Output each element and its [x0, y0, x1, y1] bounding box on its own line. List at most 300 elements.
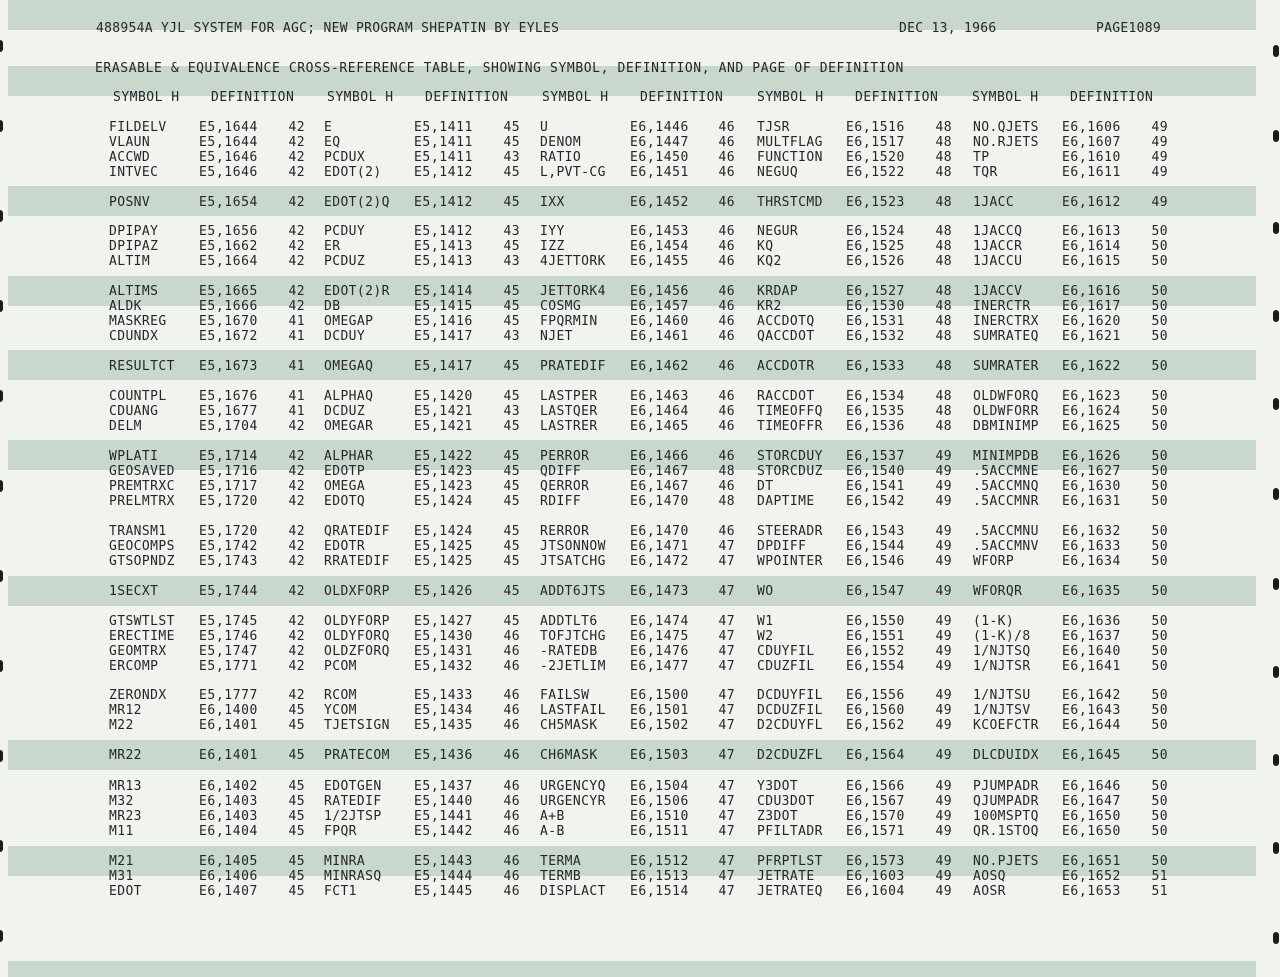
table-title: ERASABLE & EQUIVALENCE CROSS-REFERENCE TABLE, SHOWING SYMBOL, DEFINITION, AND PAGE OF DEFINITION [95, 61, 904, 76]
symbol-cell: QRATEDIF [324, 524, 390, 539]
page-cell: 45 [503, 359, 520, 374]
definition-cell: E6,1467 [630, 479, 689, 494]
page-cell: 46 [718, 284, 735, 299]
page-cell: 43 [503, 150, 520, 165]
definition-cell: E6,1471 [630, 539, 689, 554]
definition-cell: E5,1416 [414, 314, 473, 329]
symbol-cell: LASTRER [540, 419, 598, 434]
symbol-cell: EDOT(2)Q [324, 195, 390, 210]
sprocket-hole [1273, 310, 1279, 322]
page-cell: 47 [718, 794, 735, 809]
definition-cell: E5,1421 [414, 404, 473, 419]
definition-cell: E5,1441 [414, 809, 473, 824]
definition-cell: E6,1543 [846, 524, 905, 539]
symbol-cell: NO.RJETS [973, 135, 1039, 150]
symbol-cell: QDIFF [540, 464, 582, 479]
page-cell: 46 [718, 524, 735, 539]
symbol-cell: .5ACCMNV [973, 539, 1039, 554]
page-cell: 47 [718, 779, 735, 794]
symbol-cell: ALDK [109, 299, 142, 314]
symbol-cell: 1/NJTSV [973, 703, 1031, 718]
page-cell: 49 [935, 659, 952, 674]
page-cell: 50 [1151, 404, 1168, 419]
page-cell: 47 [718, 854, 735, 869]
definition-cell: E6,1514 [630, 884, 689, 899]
symbol-cell: STEERADR [757, 524, 823, 539]
symbol-cell: FPQR [324, 824, 357, 839]
symbol-cell: .5ACCMNE [973, 464, 1039, 479]
page-cell: 43 [503, 224, 520, 239]
symbol-cell: -2JETLIM [540, 659, 606, 674]
page-cell: 50 [1151, 854, 1168, 869]
page-cell: 47 [718, 824, 735, 839]
definition-cell: E6,1525 [846, 239, 905, 254]
sprocket-hole [1273, 842, 1279, 854]
table-row [0, 809, 1200, 824]
definition-cell: E5,1433 [414, 688, 473, 703]
sprocket-hole [1273, 932, 1279, 944]
job-title: 488954A YJL SYSTEM FOR AGC; NEW PROGRAM SHEPATIN BY EYLES [96, 21, 560, 36]
symbol-cell: ERCOMP [109, 659, 159, 674]
symbol-cell: JETRATEQ [757, 884, 823, 899]
page-cell: 46 [718, 224, 735, 239]
definition-cell: E6,1647 [1062, 794, 1121, 809]
symbol-cell: LASTFAIL [540, 703, 606, 718]
page-cell: 49 [935, 494, 952, 509]
definition-cell: E6,1617 [1062, 299, 1121, 314]
definition-cell: E6,1622 [1062, 359, 1121, 374]
sprocket-hole [0, 840, 3, 852]
page-cell: 50 [1151, 688, 1168, 703]
page-cell: 42 [288, 224, 305, 239]
definition-cell: E6,1550 [846, 614, 905, 629]
symbol-cell: IZZ [540, 239, 565, 254]
sprocket-hole [0, 570, 3, 582]
symbol-cell: CH6MASK [540, 748, 598, 763]
symbol-cell: GTSWTLST [109, 614, 175, 629]
sprocket-hole [1273, 130, 1279, 142]
definition-cell: E6,1546 [846, 554, 905, 569]
table-row [0, 314, 1200, 329]
symbol-cell: NJET [540, 329, 573, 344]
page-cell: 46 [503, 779, 520, 794]
definition-cell: E6,1403 [199, 794, 258, 809]
page-cell: 46 [503, 824, 520, 839]
symbol-cell: ALPHAQ [324, 389, 374, 404]
symbol-cell: OMEGAP [324, 314, 374, 329]
definition-cell: E6,1615 [1062, 254, 1121, 269]
symbol-cell: RCOM [324, 688, 357, 703]
symbol-cell: QJUMPADR [973, 794, 1039, 809]
definition-cell: E6,1461 [630, 329, 689, 344]
symbol-cell: Y3DOT [757, 779, 799, 794]
page-cell: 50 [1151, 494, 1168, 509]
symbol-cell: JETRATE [757, 869, 815, 884]
definition-cell: E5,1747 [199, 644, 258, 659]
definition-cell: E6,1476 [630, 644, 689, 659]
column-header-symbol: SYMBOL H [113, 90, 180, 105]
definition-cell: E6,1614 [1062, 239, 1121, 254]
definition-cell: E6,1631 [1062, 494, 1121, 509]
symbol-cell: PRATECOM [324, 748, 390, 763]
symbol-cell: CDUYFIL [757, 644, 815, 659]
symbol-cell: POSNV [109, 195, 151, 210]
page-cell: 50 [1151, 299, 1168, 314]
page-cell: 42 [288, 688, 305, 703]
definition-cell: E5,1665 [199, 284, 258, 299]
symbol-cell: ACCDOTQ [757, 314, 815, 329]
page-cell: 42 [288, 614, 305, 629]
definition-cell: E6,1573 [846, 854, 905, 869]
symbol-cell: JTSONNOW [540, 539, 606, 554]
definition-cell: E6,1634 [1062, 554, 1121, 569]
table-row [0, 554, 1200, 569]
symbol-cell: KQ [757, 239, 774, 254]
definition-cell: E5,1742 [199, 539, 258, 554]
definition-cell: E6,1470 [630, 524, 689, 539]
page-cell: 45 [503, 314, 520, 329]
definition-cell: E5,1743 [199, 554, 258, 569]
symbol-cell: PRATEDIF [540, 359, 606, 374]
definition-cell: E6,1464 [630, 404, 689, 419]
table-row [0, 884, 1200, 899]
definition-cell: E6,1470 [630, 494, 689, 509]
definition-cell: E6,1516 [846, 120, 905, 135]
table-row [0, 688, 1200, 703]
page-cell: 46 [503, 659, 520, 674]
symbol-cell: TIMEOFFQ [757, 404, 823, 419]
page-cell: 43 [503, 329, 520, 344]
definition-cell: E6,1447 [630, 135, 689, 150]
definition-cell: E6,1641 [1062, 659, 1121, 674]
symbol-cell: WFORP [973, 554, 1015, 569]
symbol-cell: ADDTLT6 [540, 614, 598, 629]
symbol-cell: 1JACCR [973, 239, 1023, 254]
table-row [0, 254, 1200, 269]
page-cell: 49 [935, 584, 952, 599]
table-row [0, 748, 1200, 763]
page-cell: 46 [718, 135, 735, 150]
table-row [0, 329, 1200, 344]
page-cell: 46 [503, 703, 520, 718]
symbol-cell: 1JACCV [973, 284, 1023, 299]
table-row [0, 854, 1200, 869]
symbol-cell: E [324, 120, 333, 135]
page-cell: 49 [1151, 150, 1168, 165]
symbol-cell: DAPTIME [757, 494, 815, 509]
page-cell: 49 [935, 688, 952, 703]
table-row [0, 165, 1200, 180]
definition-cell: E6,1452 [630, 195, 689, 210]
definition-cell: E5,1425 [414, 554, 473, 569]
page-cell: 48 [935, 239, 952, 254]
page-cell: 49 [935, 854, 952, 869]
definition-cell: E6,1501 [630, 703, 689, 718]
page-cell: 41 [288, 329, 305, 344]
symbol-cell: 1JACCQ [973, 224, 1023, 239]
page-cell: 48 [718, 464, 735, 479]
definition-cell: E5,1437 [414, 779, 473, 794]
definition-cell: E6,1607 [1062, 135, 1121, 150]
table-row [0, 299, 1200, 314]
symbol-cell: 100MSPTQ [973, 809, 1039, 824]
definition-cell: E5,1423 [414, 479, 473, 494]
definition-cell: E6,1556 [846, 688, 905, 703]
symbol-cell: M22 [109, 718, 134, 733]
table-row [0, 824, 1200, 839]
definition-cell: E6,1475 [630, 629, 689, 644]
definition-cell: E6,1474 [630, 614, 689, 629]
page-cell: 48 [935, 419, 952, 434]
symbol-cell: TJETSIGN [324, 718, 390, 733]
symbol-cell: OLDYFORP [324, 614, 390, 629]
page-cell: 42 [288, 554, 305, 569]
page-cell: 49 [935, 539, 952, 554]
page-cell: 50 [1151, 794, 1168, 809]
definition-cell: E5,1670 [199, 314, 258, 329]
definition-cell: E5,1411 [414, 120, 473, 135]
page-cell: 46 [503, 629, 520, 644]
definition-cell: E6,1644 [1062, 718, 1121, 733]
definition-cell: E6,1456 [630, 284, 689, 299]
definition-cell: E6,1510 [630, 809, 689, 824]
symbol-cell: CH5MASK [540, 718, 598, 733]
definition-cell: E6,1633 [1062, 539, 1121, 554]
symbol-cell: OLDWFORR [973, 404, 1039, 419]
symbol-cell: NO.PJETS [973, 854, 1039, 869]
definition-cell: E6,1401 [199, 718, 258, 733]
definition-cell: E6,1477 [630, 659, 689, 674]
page-cell: 48 [935, 299, 952, 314]
page-cell: 42 [288, 195, 305, 210]
sprocket-hole [0, 210, 3, 222]
definition-cell: E5,1443 [414, 854, 473, 869]
page-cell: 49 [935, 449, 952, 464]
definition-cell: E6,1532 [846, 329, 905, 344]
page-cell: 48 [935, 150, 952, 165]
definition-cell: E5,1415 [414, 299, 473, 314]
page-cell: 42 [288, 284, 305, 299]
definition-cell: E6,1551 [846, 629, 905, 644]
definition-cell: E5,1424 [414, 494, 473, 509]
page-cell: 49 [935, 869, 952, 884]
symbol-cell: 4JETTORK [540, 254, 606, 269]
page-cell: 50 [1151, 824, 1168, 839]
page-cell: 49 [1151, 195, 1168, 210]
page-cell: 45 [503, 464, 520, 479]
page-cell: 46 [503, 748, 520, 763]
definition-cell: E6,1570 [846, 809, 905, 824]
definition-cell: E6,1404 [199, 824, 258, 839]
symbol-cell: EDOT(2)R [324, 284, 390, 299]
page-cell: 48 [935, 195, 952, 210]
page-cell: 42 [288, 135, 305, 150]
definition-cell: E6,1400 [199, 703, 258, 718]
symbol-cell: MINRA [324, 854, 366, 869]
page-cell: 45 [503, 584, 520, 599]
symbol-cell: JTSATCHG [540, 554, 606, 569]
symbol-cell: W2 [757, 629, 774, 644]
page-cell: 45 [503, 554, 520, 569]
definition-cell: E6,1465 [630, 419, 689, 434]
symbol-cell: 1SECXT [109, 584, 159, 599]
page-cell: 42 [288, 150, 305, 165]
definition-cell: E5,1444 [414, 869, 473, 884]
symbol-cell: MASKREG [109, 314, 167, 329]
symbol-cell: FUNCTION [757, 150, 823, 165]
page-cell: 42 [288, 494, 305, 509]
page-cell: 48 [935, 404, 952, 419]
definition-cell: E6,1405 [199, 854, 258, 869]
symbol-cell: DCDUYFIL [757, 688, 823, 703]
definition-cell: E6,1540 [846, 464, 905, 479]
page-cell: 49 [935, 554, 952, 569]
page-cell: 46 [718, 195, 735, 210]
symbol-cell: DCDUZ [324, 404, 366, 419]
symbol-cell: (1-K)/8 [973, 629, 1031, 644]
definition-cell: E5,1746 [199, 629, 258, 644]
page-cell: 47 [718, 869, 735, 884]
page-cell: 45 [503, 135, 520, 150]
page-cell: 45 [288, 809, 305, 824]
page-cell: 47 [718, 554, 735, 569]
symbol-cell: CDUNDX [109, 329, 159, 344]
page-cell: 45 [288, 869, 305, 884]
symbol-cell: PRELMTRX [109, 494, 175, 509]
symbol-cell: FILDELV [109, 120, 167, 135]
page-cell: 47 [718, 748, 735, 763]
page-cell: 45 [288, 779, 305, 794]
page-cell: 50 [1151, 329, 1168, 344]
definition-cell: E5,1424 [414, 524, 473, 539]
definition-cell: E6,1524 [846, 224, 905, 239]
definition-cell: E6,1645 [1062, 748, 1121, 763]
definition-cell: E6,1500 [630, 688, 689, 703]
definition-cell: E6,1503 [630, 748, 689, 763]
symbol-cell: ALTIM [109, 254, 151, 269]
symbol-cell: PCOM [324, 659, 357, 674]
definition-cell: E6,1612 [1062, 195, 1121, 210]
symbol-cell: CDUZFIL [757, 659, 815, 674]
page-cell: 42 [288, 165, 305, 180]
symbol-cell: DLCDUIDX [973, 748, 1039, 763]
definition-cell: E5,1714 [199, 449, 258, 464]
table-row [0, 539, 1200, 554]
page-cell: 45 [288, 884, 305, 899]
symbol-cell: AOSR [973, 884, 1006, 899]
definition-cell: E6,1463 [630, 389, 689, 404]
symbol-cell: MINIMPDB [973, 449, 1039, 464]
definition-cell: E6,1454 [630, 239, 689, 254]
page-cell: 47 [718, 809, 735, 824]
page-cell: 49 [1151, 135, 1168, 150]
page-cell: 46 [718, 419, 735, 434]
definition-cell: E6,1502 [630, 718, 689, 733]
page-cell: 50 [1151, 539, 1168, 554]
page-cell: 50 [1151, 584, 1168, 599]
definition-cell: E6,1626 [1062, 449, 1121, 464]
page-cell: 50 [1151, 389, 1168, 404]
symbol-cell: JETTORK4 [540, 284, 606, 299]
symbol-cell: STORCDUZ [757, 464, 823, 479]
definition-cell: E5,1417 [414, 359, 473, 374]
symbol-cell: MULTFLAG [757, 135, 823, 150]
page-cell: 41 [288, 359, 305, 374]
page-cell: 45 [503, 614, 520, 629]
symbol-cell: OMEGAR [324, 419, 374, 434]
definition-cell: E5,1654 [199, 195, 258, 210]
page-cell: 50 [1151, 703, 1168, 718]
definition-cell: E6,1544 [846, 539, 905, 554]
definition-cell: E6,1535 [846, 404, 905, 419]
column-header-definition: DEFINITION [425, 90, 509, 105]
symbol-cell: D2CDUZFL [757, 748, 823, 763]
symbol-cell: M21 [109, 854, 134, 869]
page-cell: 46 [718, 404, 735, 419]
page-cell: 50 [1151, 524, 1168, 539]
page-cell: 51 [1151, 869, 1168, 884]
symbol-cell: ADDT6JTS [540, 584, 606, 599]
definition-cell: E5,1672 [199, 329, 258, 344]
page-cell: 46 [718, 299, 735, 314]
symbol-cell: 1/NJTSQ [973, 644, 1031, 659]
definition-cell: E6,1451 [630, 165, 689, 180]
definition-cell: E5,1427 [414, 614, 473, 629]
symbol-cell: FPQRMIN [540, 314, 598, 329]
table-row [0, 449, 1200, 464]
definition-cell: E5,1664 [199, 254, 258, 269]
definition-cell: E6,1453 [630, 224, 689, 239]
symbol-cell: INTVEC [109, 165, 159, 180]
symbol-cell: PFRPTLST [757, 854, 823, 869]
symbol-cell: 1/NJTSU [973, 688, 1031, 703]
page-cell: 48 [935, 359, 952, 374]
table-row [0, 224, 1200, 239]
symbol-cell: .5ACCMNR [973, 494, 1039, 509]
table-row [0, 494, 1200, 509]
symbol-cell: -RATEDB [540, 644, 598, 659]
definition-cell: E5,1744 [199, 584, 258, 599]
page-cell: 46 [718, 479, 735, 494]
page-cell: 45 [503, 524, 520, 539]
page-cell: 49 [1151, 165, 1168, 180]
page-cell: 45 [503, 299, 520, 314]
page-cell: 42 [288, 644, 305, 659]
definition-cell: E6,1571 [846, 824, 905, 839]
definition-cell: E5,1662 [199, 239, 258, 254]
table-row [0, 404, 1200, 419]
page-cell: 45 [503, 494, 520, 509]
definition-cell: E5,1436 [414, 748, 473, 763]
symbol-cell: DCDUZFIL [757, 703, 823, 718]
symbol-cell: FAILSW [540, 688, 590, 703]
symbol-cell: URGENCYR [540, 794, 606, 809]
page-cell: 42 [288, 464, 305, 479]
definition-cell: E6,1517 [846, 135, 905, 150]
symbol-cell: INERCTRX [973, 314, 1039, 329]
definition-cell: E5,1720 [199, 524, 258, 539]
symbol-cell: RATIO [540, 150, 582, 165]
symbol-cell: W1 [757, 614, 774, 629]
symbol-cell: Z3DOT [757, 809, 799, 824]
definition-cell: E5,1445 [414, 884, 473, 899]
column-header-definition: DEFINITION [855, 90, 939, 105]
symbol-cell: URGENCYQ [540, 779, 606, 794]
definition-cell: E6,1406 [199, 869, 258, 884]
symbol-cell: EDOTQ [324, 494, 366, 509]
symbol-cell: D2CDUYFL [757, 718, 823, 733]
page-cell: 43 [503, 254, 520, 269]
